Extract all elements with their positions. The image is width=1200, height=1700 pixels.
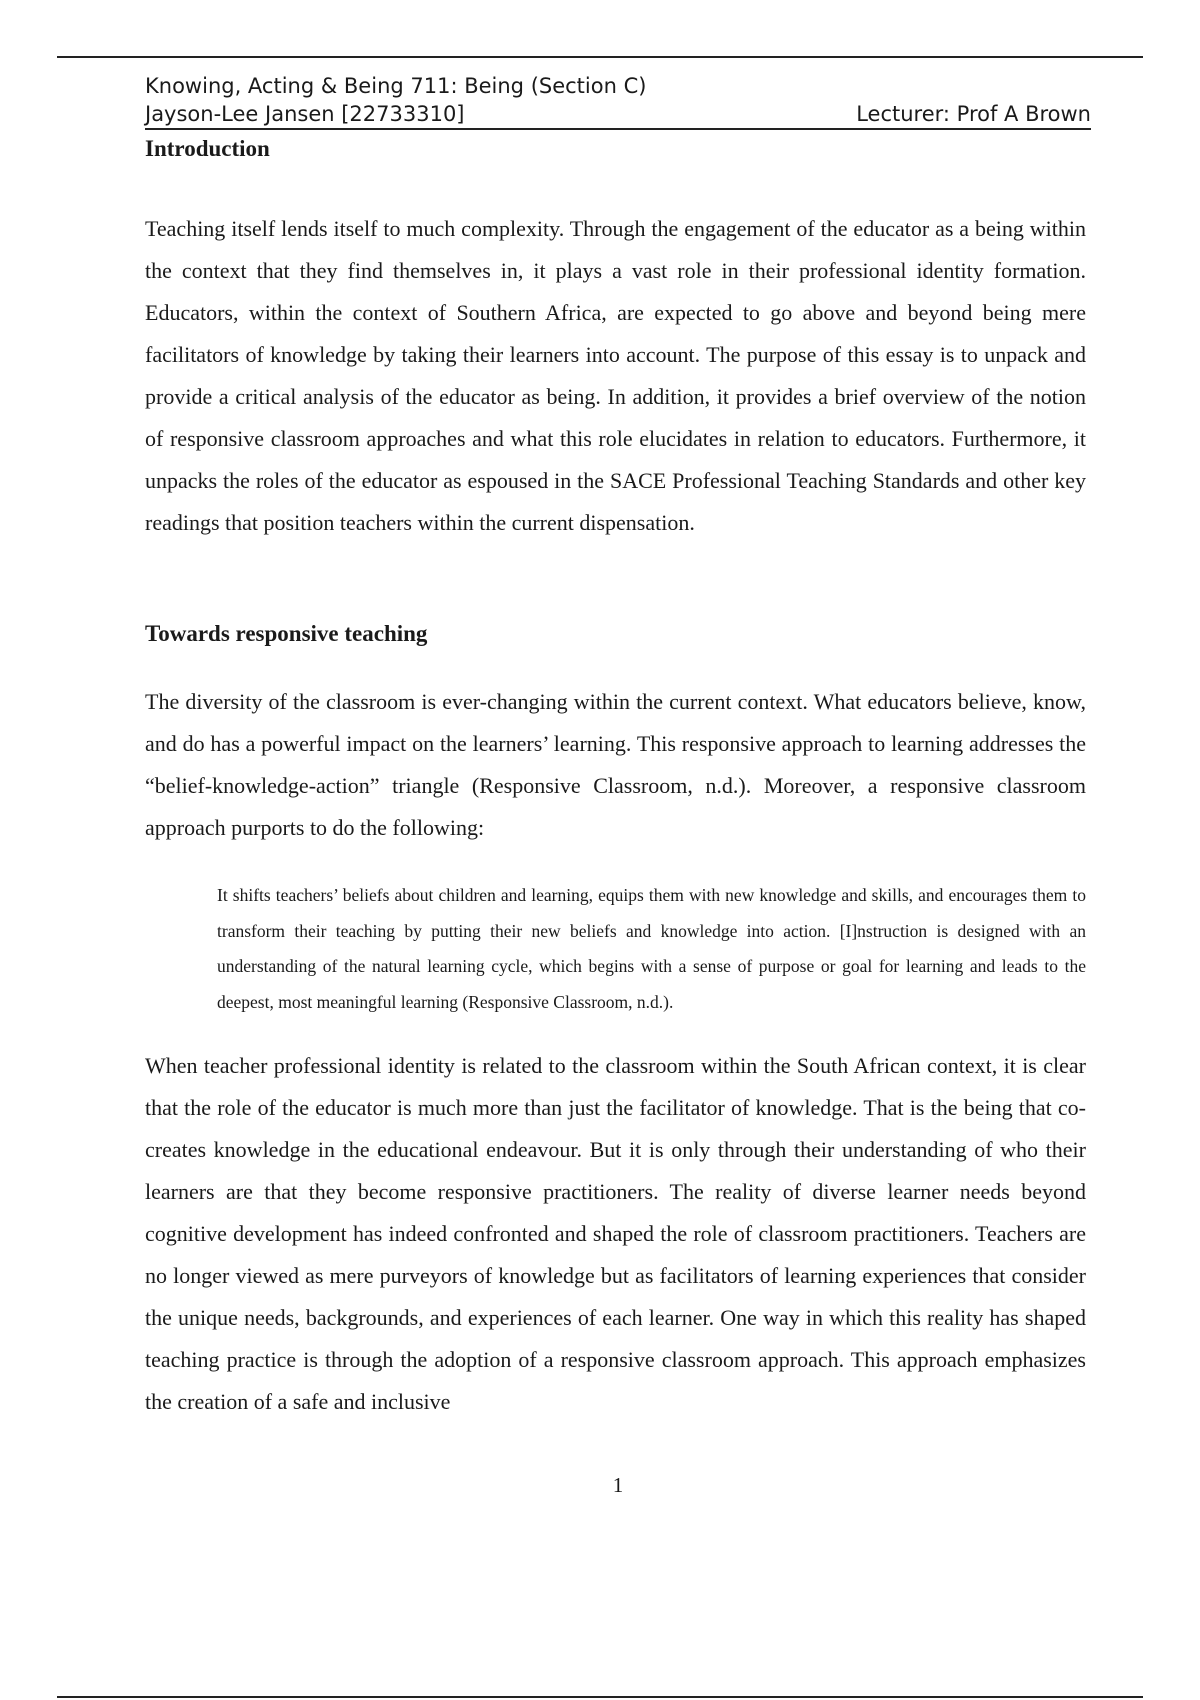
bottom-rule — [57, 1696, 1143, 1698]
course-title: Knowing, Acting & Being 711: Being (Section C) — [145, 74, 647, 98]
section-heading-introduction: Introduction — [145, 136, 270, 161]
lecturer-name: Lecturer: Prof A Brown — [856, 102, 1091, 126]
responsive-teaching-paragraph: The diversity of the classroom is ever-changing within the current context. What educators believe, know, and do has a powerful impact on the learners’ learning. This responsive approach to learning addresses the “belief-knowledge-action” triangle (Responsive Classroom, n.d.). Moreover, a responsive classroom approach purports to do the following: — [145, 689, 1086, 840]
section-heading-responsive-teaching: Towards responsive teaching — [145, 621, 428, 646]
page-number: 1 — [612, 1473, 624, 1497]
introduction-paragraph: Teaching itself lends itself to much complexity. Through the engagement of the educator as a being within the context that they find themselves in, it plays a vast role in their professional identity formation. Educators, within the context of Southern Africa, are expected to go above and beyond being mere facilitators of knowledge by taking their learners into account. The purpose of this essay is to unpack and provide a critical analysis of the educator as being. In addition, it provides a brief overview of the notion of responsive classroom approaches and what this role elucidates in relation to educators. Furthermore, it unpacks the roles of the educator as espoused in the SACE Professional Teaching Standards and other key readings that position teachers within the current dispensation. — [145, 216, 1086, 535]
page-header — [145, 72, 1091, 130]
top-rule — [57, 56, 1143, 58]
responsive-teaching-paragraph-2: When teacher professional identity is related to the classroom within the South African context, it is clear that the role of the educator is much more than just the facilitator of knowledge. That is the being that co-creates knowledge in the educational endeavour. But it is only through their understanding of who their learners are that they become responsive practitioners. The reality of diverse learner needs beyond cognitive development has indeed confronted and shaped the role of classroom practitioners. Teachers are no longer viewed as mere purveyors of knowledge but as facilitators of learning experiences that consider the unique needs, backgrounds, and experiences of each learner. One way in which this reality has shaped teaching practice is through the adoption of a responsive classroom approach. This approach emphasizes the creation of a safe and inclusive — [145, 1053, 1086, 1414]
header-author-row — [145, 100, 1091, 130]
block-quote: It shifts teachers’ beliefs about children and learning, equips them with new knowledge and skills, and encourages them to transform their teaching by putting their new beliefs and knowledge into action. [I]nstruction is designed with an understanding of the natural learning cycle, which begins with a sense of purpose or goal for learning and leads to the deepest, most meaningful learning (Responsive Classroom, n.d.). — [217, 885, 1086, 1012]
student-name: Jayson-Lee Jansen [22733310] — [145, 102, 465, 126]
